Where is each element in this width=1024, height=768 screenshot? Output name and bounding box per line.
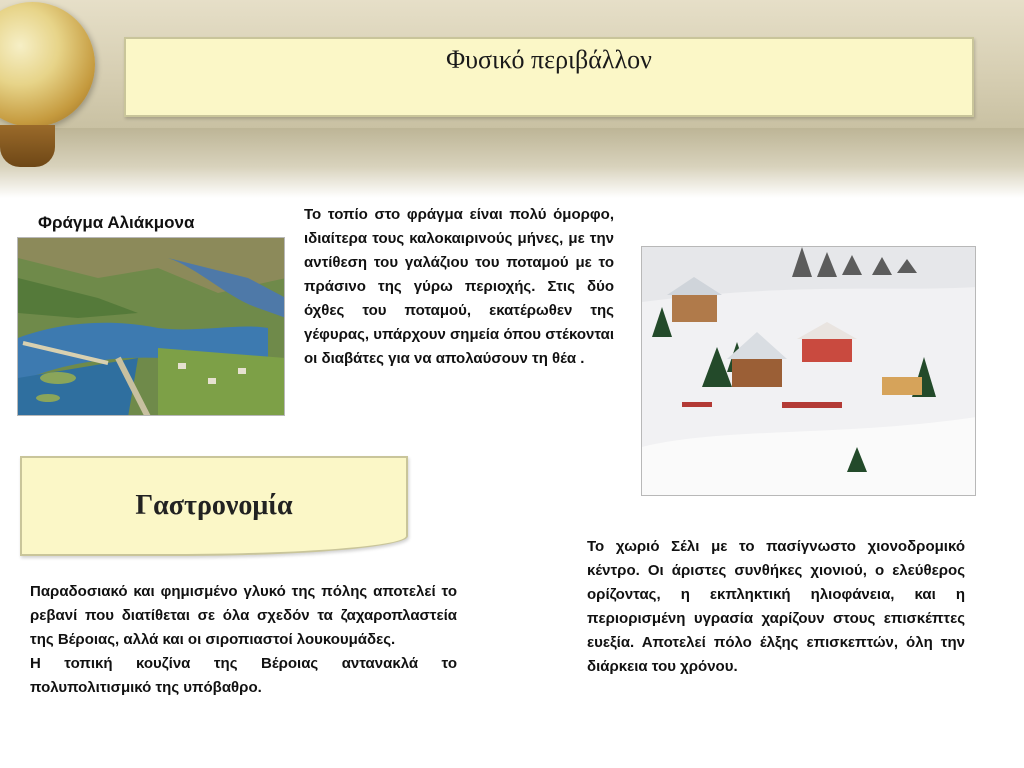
gastronomy-paragraph-1: Παραδοσιακό και φημισμένο γλυκό της πόλης αποτελεί το ρεβανί που διατίθεται σε όλα σχεδόν τα ζαχαροπλαστεία της Βέροιας, αλλά και οι σιροπιαστοί λουκουμάδες. — [30, 583, 457, 648]
page-title: Φυσικό περιβάλλον — [446, 45, 652, 74]
gastronomy-heading: Γαστρονομία — [135, 490, 293, 521]
seli-ski-resort-photo — [641, 246, 976, 496]
dam-label: Φράγμα Αλιάκμονα — [38, 213, 195, 232]
dam-description: Το τοπίο στο φράγμα είναι πολύ όμορφο, ιδιαίτερα τους καλοκαιρινούς μήνες, με την αντίθεση του γαλάζιου του ποταμού με το πράσινο της γύρω περιοχής. Στις δύο όχθες του ποταμού, εκατέρωθεν της γέφυρας, υπάρχουν σημεία όπου στέκονται οι διαβάτες για να απολαύσουν τη θέα . — [304, 206, 614, 367]
gastronomy-paragraph-2: Η τοπική κουζίνα της Βέροιας αντανακλά το πολυπολιτισμικό της υπόβαθρο. — [30, 655, 457, 696]
seli-description: Το χωριό Σέλι με το πασίγνωστο χιονοδρομικό κέντρο. Οι άριστες συνθήκες χιονιού, ο ελεύθερος ορίζοντας, η εκπληκτική ηλιοφάνεια, και η περιορισμένη υγρασία χαρίζουν στους επισκέπτες ευεξία. Αποτελεί πόλο έλξης επισκεπτών, όλη την διάρκεια του χρόνου. — [587, 538, 965, 675]
globe-stand-icon — [0, 125, 55, 167]
header-gradient — [0, 128, 1024, 198]
gastronomy-heading-box — [20, 456, 408, 556]
gastronomy-description — [30, 580, 457, 700]
title-box — [124, 37, 974, 117]
dam-lake-photo — [17, 237, 285, 416]
